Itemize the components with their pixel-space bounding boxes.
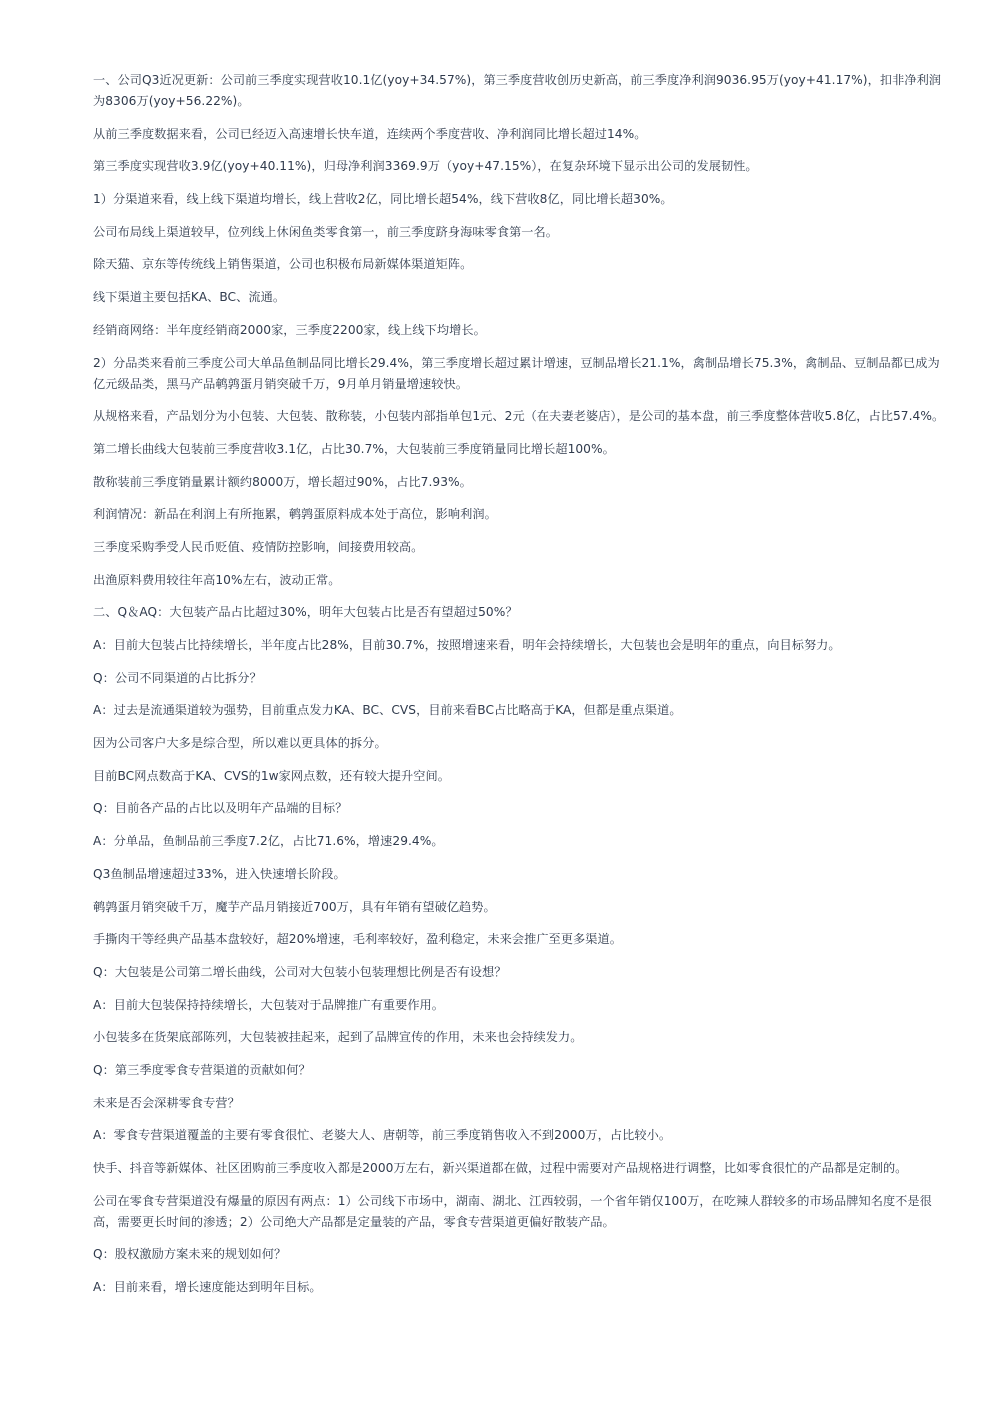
paragraph: 小包装多在货架底部陈列，大包装被挂起来，起到了品牌宣传的作用，未来也会持续发力。 — [93, 1030, 583, 1045]
paragraph: Q：公司不同渠道的占比拆分？ — [93, 670, 262, 685]
paragraph: Q3鱼制品增速超过33%，进入快速增长阶段。 — [93, 866, 346, 881]
paragraph: 未来是否会深耕零食专营？ — [93, 1095, 240, 1110]
paragraph: 三季度采购季受人民币贬值、疫情防控影响，间接费用较高。 — [93, 539, 424, 554]
paragraph: A：目前大包装占比持续增长，半年度占比28%，目前30.7%，按照增速来看，明年会持续增长，大包装也会是明年的重点，向目标努力。 — [93, 638, 841, 652]
paragraph: 经销商网络：半年度经销商2000家，三季度2200家，线上线下均增长。 — [93, 322, 486, 337]
paragraph: 因为公司客户大多是综合型，所以难以更具体的拆分。 — [93, 736, 387, 751]
paragraph: 散称装前三季度销量累计额约8000万，增长超过90%，占比7.93%。 — [93, 474, 472, 489]
paragraph: 出渔原料费用较往年高10%左右，波动正常。 — [93, 572, 341, 587]
paragraph: 1）分渠道来看，线上线下渠道均增长，线上营收2亿，同比增长超54%，线下营收8亿，同比增长超30%。 — [93, 192, 673, 207]
paragraph: Q：股权激励方案未来的规划如何？ — [93, 1247, 287, 1262]
paragraph: Q：大包装是公司第二增长曲线，公司对大包装小包装理想比例是否有设想？ — [93, 964, 507, 979]
paragraph: 2）分品类来看前三季度公司大单品鱼制品同比增长29.4%，第三季度增长超过累计增速，豆制品增长21.1%，禽制品增长75.3%，禽制品、豆制品都已成为亿元级品类，黑马产品鹌鹑蛋月销突破千万，9月单月销量增速较快。 — [93, 355, 940, 391]
paragraph: 一、公司Q3近况更新：公司前三季度实现营收10.1亿(yoy+34.57%)，第三季度营收创历史新高，前三季度净利润9036.95万(yoy+41.17%)，扣非净利润为8306万(yoy+56.22%)。 — [93, 73, 942, 108]
paragraph: 手撕肉干等经典产品基本盘较好，超20%增速，毛利率较好，盈利稳定，未来会推广至更多渠道。 — [93, 932, 622, 947]
paragraph: 鹌鹑蛋月销突破千万，魔芋产品月销接近700万，具有年销有望破亿趋势。 — [93, 899, 496, 914]
document-body — [93, 70, 945, 1310]
paragraph: 二、Q＆AQ：大包装产品占比超过30%，明年大包装占比是否有望超过50%？ — [93, 605, 518, 620]
paragraph: 公司布局线上渠道较早，位列线上休闲鱼类零食第一，前三季度跻身海味零食第一名。 — [93, 224, 559, 239]
paragraph: A：过去是流通渠道较为强势，目前重点发力KA、BC、CVS，目前来看BC占比略高于KA，但都是重点渠道。 — [93, 703, 682, 718]
paragraph: 线下渠道主要包括KA、BC、流通。 — [93, 290, 286, 305]
paragraph: 快手、抖音等新媒体、社区团购前三季度收入都是2000万左右，新兴渠道都在做，过程中需要对产品规格进行调整，比如零食很忙的产品都是定制的。 — [93, 1161, 908, 1175]
paragraph: 目前BC网点数高于KA、CVS的1w家网点数，还有较大提升空间。 — [93, 768, 450, 783]
paragraph: 公司在零食专营渠道没有爆量的原因有两点：1）公司线下市场中，湖南、湖北、江西较弱，一个省年销仅100万，在吃辣人群较多的市场品牌知名度不是很高，需要更长时间的渗透；2）公司绝大产品都是定量装的产品，零食专营渠道更偏好散装产品。 — [93, 1193, 932, 1229]
paragraph: Q：第三季度零食专营渠道的贡献如何？ — [93, 1062, 311, 1077]
paragraph: A：目前大包装保持持续增长，大包装对于品牌推广有重要作用。 — [93, 997, 445, 1012]
paragraph: 除天猫、京东等传统线上销售渠道，公司也积极布局新媒体渠道矩阵。 — [93, 257, 473, 272]
paragraph: A：分单品，鱼制品前三季度7.2亿，占比71.6%，增速29.4%。 — [93, 834, 444, 849]
paragraph: A：零食专营渠道覆盖的主要有零食很忙、老婆大人、唐朝等，前三季度销售收入不到2000万，占比较小。 — [93, 1128, 672, 1143]
paragraph: 第三季度实现营收3.9亿(yoy+40.11%)，归母净利润3369.9万（yoy+47.15%），在复杂环境下显示出公司的发展韧性。 — [93, 159, 758, 174]
paragraph: 利润情况：新品在利润上有所拖累，鹌鹑蛋原料成本处于高位，影响利润。 — [93, 507, 497, 522]
paragraph: 从前三季度数据来看，公司已经迈入高速增长快车道，连续两个季度营收、净利润同比增长超过14%。 — [93, 126, 647, 141]
paragraph: 从规格来看，产品划分为小包装、大包装、散称装，小包装内部指单包1元、2元（在夫妻老婆店），是公司的基本盘，前三季度整体营收5.8亿，占比57.4%。 — [93, 409, 945, 424]
paragraph: A：目前来看，增长速度能达到明年目标。 — [93, 1280, 322, 1295]
paragraph: 第二增长曲线大包装前三季度营收3.1亿，占比30.7%，大包装前三季度销量同比增长超100%。 — [93, 441, 615, 456]
paragraph: Q：目前各产品的占比以及明年产品端的目标？ — [93, 801, 348, 816]
